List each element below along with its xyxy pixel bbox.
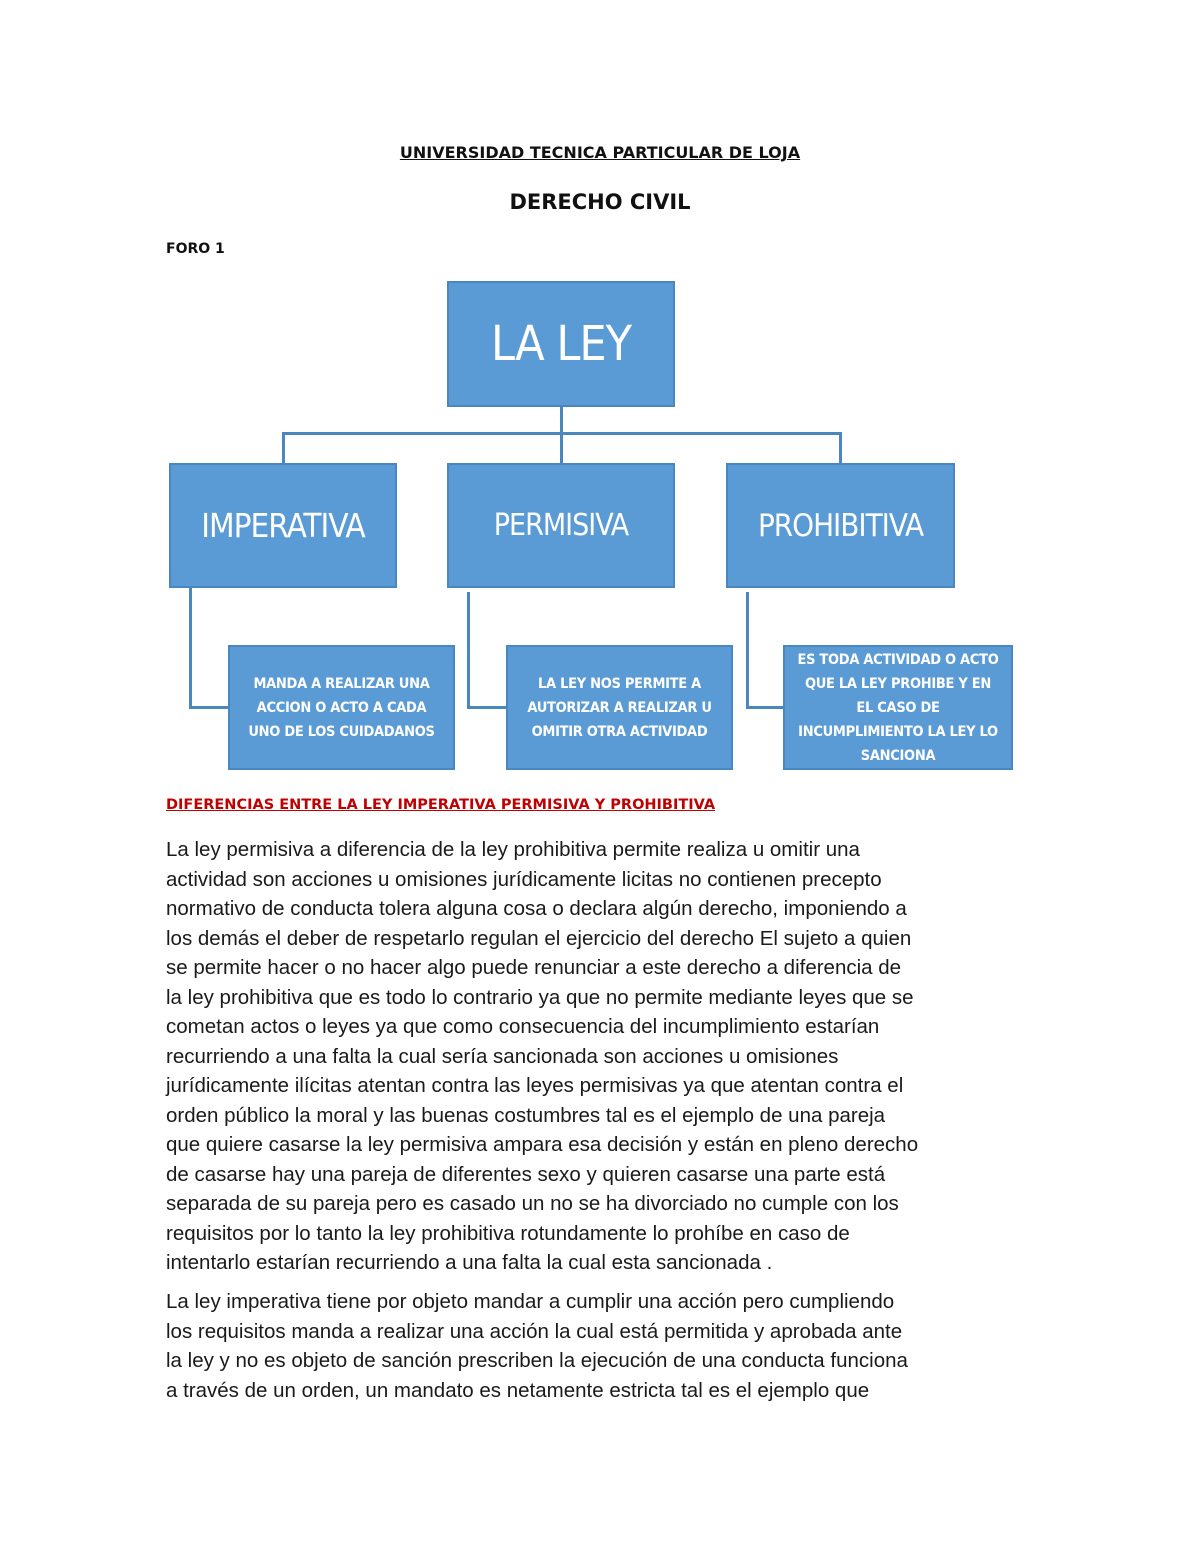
desc-imperativa <box>228 645 455 770</box>
connector-permisiva <box>560 432 563 463</box>
university-title: UNIVERSIDAD TECNICA PARTICULAR DE LOJA <box>399 143 801 162</box>
desc-line: EL CASO DE <box>856 699 940 716</box>
paragraph-line: se permite hacer o no hacer algo puede renunciar a este derecho a diferencia de <box>166 956 902 979</box>
connector-permisiva-desc <box>467 592 470 709</box>
paragraph-line: los demás el deber de respetarlo regulan el ejercicio del derecho El sujeto a quien <box>166 926 912 950</box>
paragraph-line: los requisitos manda a realizar una acción la cual está permitida y aprobada ante <box>166 1319 903 1343</box>
paragraph-line: La ley permisiva a diferencia de la ley prohibitiva permite realiza u omitir una <box>166 838 860 861</box>
paragraph-line: separada de su pareja pero es casado un no se ha divorciado no cumple con los <box>166 1192 899 1215</box>
connector-imperativa-desc-h <box>189 706 229 709</box>
paragraph-line: que quiere casarse la ley permisiva ampara esa decisión y están en pleno derecho <box>166 1133 919 1156</box>
desc-line: MANDA A REALIZAR UNA <box>253 675 430 692</box>
paragraph-line: intentarlo estarían recurriendo a una falta la cual esta sancionada . <box>166 1251 773 1274</box>
connector-prohibitiva <box>839 432 842 463</box>
paragraph-line: requisitos por lo tanto la ley prohibitiva rotundamente lo prohíbe en caso de <box>166 1221 850 1245</box>
paragraph-permisiva-prohibitiva <box>166 835 1041 1278</box>
paragraph-line: normativo de conducta tolera alguna cosa o declara algún derecho, imponiendo a <box>166 897 907 920</box>
connector-prohibitiva-desc <box>746 592 749 709</box>
desc-line: AUTORIZAR A REALIZAR U <box>527 699 712 716</box>
paragraph-line: la ley y no es objeto de sanción prescriben la ejecución de una conducta funciona <box>166 1349 908 1372</box>
desc-line: SANCIONA <box>860 747 936 764</box>
desc-line: UNO DE LOS CUIDADANOS <box>248 723 435 740</box>
paragraph-line: a través de un orden, un mandato es netamente estricta tal es el ejemplo que <box>166 1378 870 1402</box>
course-title: DERECHO CIVIL <box>509 190 691 214</box>
paragraph-line: recurriendo a una falta la cual sería sancionada son acciones u omisiones <box>166 1044 839 1068</box>
desc-prohibitiva <box>783 645 1013 770</box>
desc-line: LA LEY NOS PERMITE A <box>538 675 701 692</box>
desc-line: QUE LA LEY PROHIBE Y EN <box>804 675 992 692</box>
paragraph-line: de casarse hay una pareja de diferentes sexo y quieren casarse una parte está <box>166 1162 886 1186</box>
connector-prohibitiva-desc-h <box>746 706 784 709</box>
desc-permisiva <box>506 645 733 770</box>
node-prohibitiva: PROHIBITIVA <box>726 463 955 588</box>
paragraph-line: actividad son acciones u omisiones jurídicamente licitas no contienen precepto <box>166 867 882 891</box>
section-heading: DIFERENCIAS ENTRE LA LEY IMPERATIVA PERMISIVA Y PROHIBITIVA <box>166 797 716 813</box>
paragraph-imperativa <box>166 1287 1041 1405</box>
forum-label: FORO 1 <box>166 241 225 257</box>
root-node-la-ley: LA LEY <box>447 281 675 407</box>
connector-root-down <box>560 407 563 434</box>
paragraph-line: la ley prohibitiva que es todo lo contrario ya que no permite mediante leyes que se <box>166 985 914 1009</box>
paragraph-line: La ley imperativa tiene por objeto mandar a cumplir una acción pero cumpliendo <box>166 1290 895 1313</box>
connector-imperativa <box>282 432 285 463</box>
desc-line: ACCION O ACTO A CADA <box>256 699 427 716</box>
paragraph-line: jurídicamente ilícitas atentan contra las leyes permisivas ya que atentan contra el <box>166 1074 904 1097</box>
desc-line: INCUMPLIMIENTO LA LEY LO <box>798 723 998 740</box>
connector-imperativa-desc <box>189 588 192 709</box>
node-imperativa: IMPERATIVA <box>169 463 397 588</box>
connector-permisiva-desc-h <box>467 706 507 709</box>
node-permisiva: PERMISIVA <box>447 463 675 588</box>
desc-line: OMITIR OTRA ACTIVIDAD <box>531 723 708 740</box>
paragraph-line: cometan actos o leyes ya que como consecuencia del incumplimiento estarían <box>166 1015 880 1038</box>
paragraph-line: orden público la moral y las buenas costumbres tal es el ejemplo de una pareja <box>166 1103 886 1127</box>
desc-line: ES TODA ACTIVIDAD O ACTO <box>797 651 999 668</box>
